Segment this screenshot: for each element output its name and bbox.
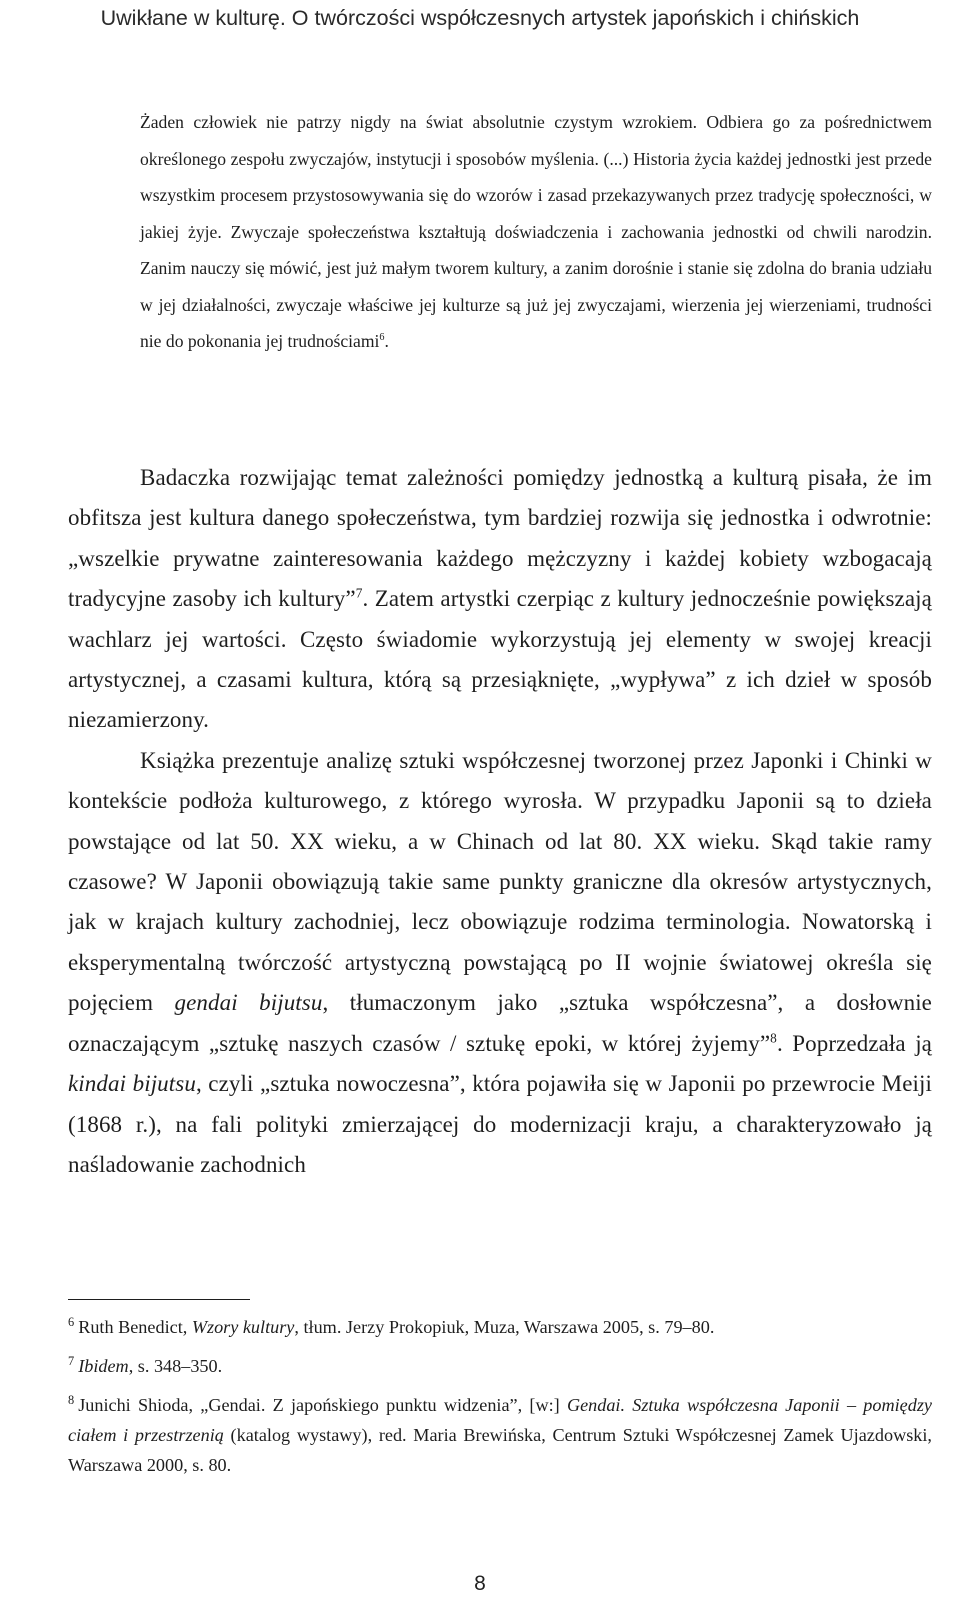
footnote-6 (68, 1312, 932, 1342)
term-gendai-bijutsu: gendai bijutsu (174, 990, 323, 1016)
paragraph-2-text-d: , czyli „sztuka nowoczesna”, która pojawiła się w Japonii po przewrocie Meiji (1868 r.), na fali polityki zmierzającej do modernizacji kraju, a charakteryzowało ją naśladowanie zachodnich (68, 1071, 932, 1177)
paragraph-1 (68, 458, 932, 741)
footnote-ref-7[interactable]: 7 (355, 585, 363, 601)
block-quote: Żaden człowiek nie patrzy nigdy na świat absolutnie czystym wzrokiem. Odbiera go za pośrednictwem określonego zespołu zwyczajów, instytucji i sposobów myślenia. (...) Historia życia każdej jednostki jest przede wszystkim procesem przystosowywania się do wzorów i zasad przekazywanych przez tradycję społeczności, w jakiej żyje. Zwyczaje społeczeństwa kształtują doświadczenia i zachowania jednostki od chwili narodzin. Zanim nauczy się mówić, jest już małym tworem kultury, a zanim dorośnie i stanie się zdolna do brania udziału w jej działalności, zwyczaje właściwe jej kulturze są już jej zwyczajami, wierzenia jej wierzeniami, trudności nie do pokonania jej trudnościami$^6$. (140, 112, 932, 351)
footnote-title: Gendai. Sztuka współczesna Japonii – pomiędzy ciałem i przestrzenią (68, 1395, 932, 1445)
footnote-7 (68, 1351, 932, 1381)
footnote-title: Ibidem (78, 1356, 129, 1376)
footnote-number: 8 (68, 1392, 75, 1407)
footnote-text: (katalog wystawy), red. Maria Brewińska, Centrum Sztuki Współczesnej Zamek Ujazdowski, Warszawa 2000, s. 80. (68, 1425, 932, 1475)
footnote-text: Junichi Shioda, „Gendai. Z japońskiego punktu widzenia”, [w:] (78, 1395, 567, 1415)
page-number: 8 (474, 1572, 486, 1595)
paragraph-2 (68, 741, 932, 1185)
footnote-ref-8[interactable]: 8 (770, 1030, 777, 1046)
footnote-ref-6[interactable]: 6 (379, 332, 385, 344)
paragraph-1-text-b: . Zatem artystki czerpiąc z kultury jednocześnie powiększają wachlarz jej wartości. Często świadomie wykorzystują jej elementy w swojej kreacji artystycznej, a czasami kultura, którą są przesiąknięte, „wypływa” z ich dzieł w sposób niezamierzony. (68, 586, 932, 733)
running-head: Uwikłane w kulturę. O twórczości współczesnych artystek japońskich i chińskich (100, 6, 860, 30)
footnote-text: , tłum. Jerzy Prokopiuk, Muza, Warszawa 2005, s. 79–80. (294, 1317, 715, 1337)
footnote-title: Wzory kultury (191, 1317, 295, 1337)
paragraph-2-text-a: Książka prezentuje analizę sztuki współczesnej tworzonej przez Japonki i Chinki w kontekście podłoża kulturowego, z którego wyrosła. W przypadku Japonii są to dzieła powstające od lat 50. XX wieku, a w Chinach od lat 80. XX wieku. Skąd takie ramy czasowe? W Japonii obowiązują takie same punkty graniczne dla okresów artystycznych, jak w krajach kultury zachodniej, lecz obowiązuje rodzima terminologia. Nowatorską i eksperymentalną twórczość artystyczną powstającą po II wojnie światowej określa się pojęciem (68, 747, 932, 1016)
footnote-divider (68, 1299, 250, 1300)
footnote-text: , s. 348–350. (128, 1356, 223, 1376)
paragraph-2-text-b: , tłumaczonym jako „sztuka współczesna”, a dosłownie oznaczającym „sztukę naszych czasów / sztukę epoki, w której żyjemy” (68, 990, 932, 1056)
term-kindai-bijutsu: kindai bijutsu (68, 1071, 196, 1097)
footnote-number: 6 (68, 1314, 75, 1329)
paragraph-2-text-c: . Poprzedzała ją (776, 1030, 932, 1056)
footnote-text: Ruth Benedict, (78, 1317, 192, 1337)
paragraph-1-text-a: Badaczka rozwijając temat zależności pomiędzy jednostką a kulturą pisała, że im obfitsza jest kultura danego społeczeństwa, tym bardziej rozwija się jednostka i odwrotnie: „wszelkie prywatne zainteresowania każdego mężczyzny i każdej kobiety wzbogacają tradycyjne zasoby ich kultury” (68, 465, 932, 612)
footnote-number: 7 (68, 1353, 75, 1368)
footnotes (68, 1312, 932, 1489)
quote-text: Żaden człowiek nie patrzy nigdy na świat absolutnie czystym wzrokiem. Odbiera go za pośrednictwem określonego zespołu zwyczajów, instytucji i sposobów myślenia. (...) Historia życia każdej jednostki jest przede wszystkim procesem przystosowywania się do wzorów i zasad przekazywanych przez tradycję społeczności, w jakiej żyje. Zwyczaje społeczeństwa kształtują doświadczenia i zachowania jednostki od chwili narodzin. Zanim nauczy się mówić, jest już małym tworem kultury, a zanim dorośnie i stanie się zdolna do brania udziału w jej działalności, zwyczaje właściwe jej kulturze są już jej zwyczajami, wierzenia jej wierzeniami, trudności nie do pokonania jej trudnościami (140, 112, 932, 351)
footnote-8 (68, 1390, 932, 1480)
body-text (68, 458, 932, 1185)
